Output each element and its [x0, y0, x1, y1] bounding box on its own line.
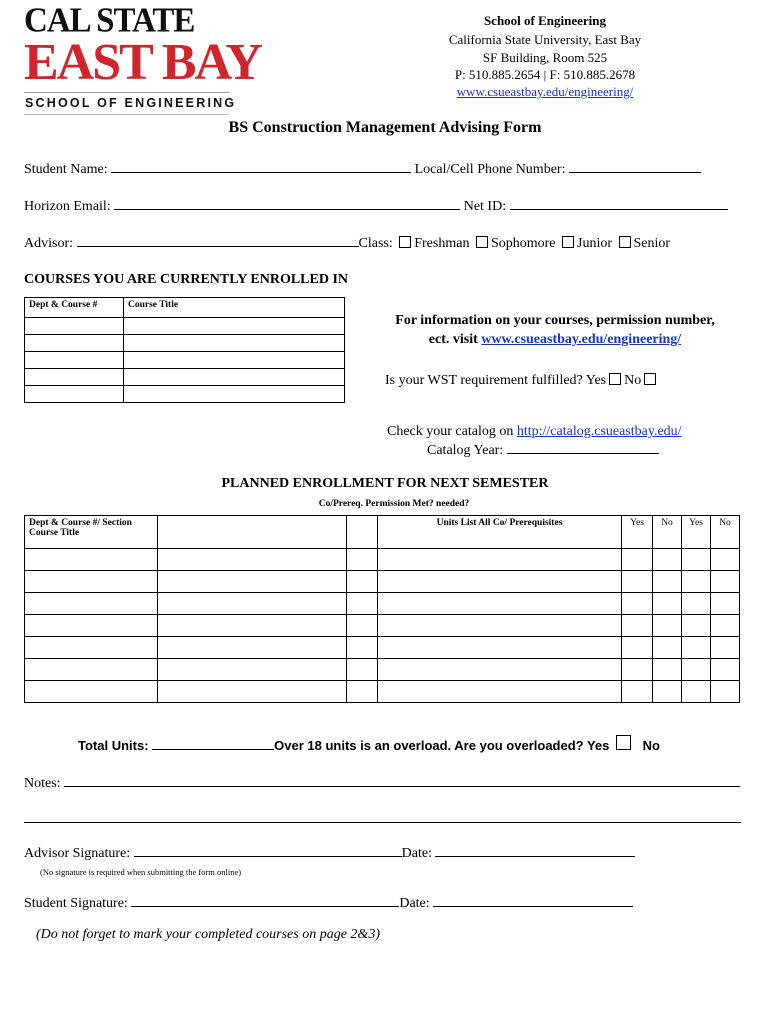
table-cell[interactable] [25, 318, 124, 335]
wst-yes-checkbox[interactable] [609, 373, 621, 385]
form-title: BS Construction Management Advising Form [228, 119, 542, 136]
table-row [25, 571, 740, 593]
overload-yes-checkbox[interactable] [616, 735, 631, 750]
table-cell[interactable] [25, 369, 124, 386]
col-yes-1: Yes [622, 516, 653, 549]
table-cell[interactable] [711, 571, 740, 593]
table-cell[interactable] [347, 549, 378, 571]
table-cell[interactable] [25, 352, 124, 369]
logo-east-bay: EAST BAY [24, 34, 261, 91]
table-row [25, 318, 345, 335]
advisor-signature-row [24, 844, 635, 862]
table-cell[interactable] [25, 637, 158, 659]
logo-divider-bottom [24, 114, 229, 115]
table-cell[interactable] [25, 681, 158, 703]
student-date-field[interactable] [433, 894, 633, 907]
table-cell[interactable] [378, 681, 622, 703]
header-building: SF Building, Room 525 [482, 50, 608, 65]
notes-field[interactable] [64, 774, 740, 787]
student-name-label: Student Name: [24, 162, 108, 177]
table-cell[interactable] [682, 659, 711, 681]
table-cell[interactable] [25, 571, 158, 593]
table-cell[interactable] [378, 659, 622, 681]
info-link[interactable]: www.csueastbay.edu/engineering/ [481, 332, 682, 347]
junior-label: Junior [577, 236, 613, 251]
table-cell[interactable] [347, 593, 378, 615]
table-cell[interactable] [682, 549, 711, 571]
logo-school: SCHOOL OF ENGINEERING [25, 96, 237, 110]
table-cell[interactable] [347, 615, 378, 637]
table-cell[interactable] [158, 615, 347, 637]
catalog-year-label: Catalog Year: [427, 443, 504, 458]
col-no-1: No [653, 516, 682, 549]
wst-question: Is your WST requirement fulfilled? Yes [385, 373, 607, 388]
col-no-2: No [711, 516, 740, 549]
notes-row [24, 774, 740, 792]
table-cell[interactable] [622, 571, 653, 593]
totals-row [78, 735, 660, 753]
email-label: Horizon Email: [24, 199, 111, 214]
table-cell[interactable] [682, 637, 711, 659]
table-cell[interactable] [25, 549, 158, 571]
wst-no-checkbox[interactable] [644, 373, 656, 385]
info-line2 [360, 330, 750, 349]
planned-heading: PLANNED ENROLLMENT FOR NEXT SEMESTER [221, 476, 549, 491]
col-course-section: Dept & Course #/ Section Course Title [25, 516, 158, 549]
table-cell[interactable] [653, 571, 682, 593]
current-courses-heading: COURSES YOU ARE CURRENTLY ENROLLED IN [24, 272, 349, 287]
table-cell[interactable] [682, 593, 711, 615]
table-cell[interactable] [158, 681, 347, 703]
header-school: School of Engineering [483, 13, 607, 28]
catalog-row [387, 424, 682, 440]
current-courses-table [24, 297, 345, 403]
wst-no-label: No [624, 373, 642, 388]
senior-label: Senior [633, 236, 671, 251]
sophomore-label: Sophomore [490, 236, 556, 251]
total-units-field[interactable] [152, 737, 274, 750]
table-cell[interactable] [622, 681, 653, 703]
wst-row [385, 373, 659, 389]
table-row [25, 681, 740, 703]
phone-label: Local/Cell Phone Number: [414, 162, 566, 177]
table-cell[interactable] [158, 571, 347, 593]
email-field[interactable] [114, 197, 460, 210]
table-cell[interactable] [622, 593, 653, 615]
overload-no-label: No [642, 738, 660, 753]
table-cell[interactable] [622, 549, 653, 571]
student-name-row [24, 160, 701, 178]
advisor-row [24, 234, 670, 252]
table-cell[interactable] [124, 369, 345, 386]
table-cell[interactable] [711, 681, 740, 703]
header-phone: P: 510.885.2654 | F: 510.885.2678 [454, 67, 636, 82]
info-line1: For information on your courses, permission number, [395, 313, 715, 328]
table-cell[interactable] [347, 681, 378, 703]
table-cell[interactable] [378, 549, 622, 571]
table-cell[interactable] [347, 659, 378, 681]
table-cell[interactable] [378, 593, 622, 615]
col-yes-2: Yes [682, 516, 711, 549]
table-cell[interactable] [158, 659, 347, 681]
table-cell[interactable] [622, 659, 653, 681]
table-cell[interactable] [158, 637, 347, 659]
table-cell[interactable] [124, 318, 345, 335]
class-label: Class: [358, 236, 393, 251]
advisor-date-field[interactable] [435, 844, 635, 857]
junior-checkbox[interactable] [562, 236, 574, 248]
table-row [25, 615, 740, 637]
advisor-signature-field[interactable] [134, 844, 402, 857]
table-cell[interactable] [25, 335, 124, 352]
table-cell[interactable] [378, 637, 622, 659]
overload-question: Over 18 units is an overload. Are you overloaded? Yes [274, 738, 610, 753]
info-prefix: ect. visit [428, 332, 478, 347]
table-cell[interactable] [711, 593, 740, 615]
table-row [25, 335, 345, 352]
email-row [24, 197, 728, 215]
table-cell[interactable] [653, 549, 682, 571]
table-cell[interactable] [622, 615, 653, 637]
table-row [25, 659, 740, 681]
student-date-label: Date: [399, 896, 430, 911]
table-cell[interactable] [378, 571, 622, 593]
catalog-year-row [427, 441, 659, 459]
info-block [360, 311, 750, 349]
header-cell [347, 516, 378, 549]
table-cell[interactable] [124, 386, 345, 403]
header-cell [158, 516, 347, 549]
student-signature-field[interactable] [131, 894, 399, 907]
table-cell[interactable] [622, 637, 653, 659]
advisor-field[interactable] [77, 234, 359, 247]
table-cell[interactable] [682, 681, 711, 703]
table-cell[interactable] [25, 386, 124, 403]
catalog-link[interactable]: http://catalog.csueastbay.edu/ [516, 424, 682, 439]
notes-line-2[interactable] [24, 822, 741, 823]
table-cell[interactable] [711, 659, 740, 681]
table-cell[interactable] [711, 615, 740, 637]
table-cell[interactable] [25, 659, 158, 681]
table-cell[interactable] [158, 549, 347, 571]
total-units-label: Total Units: [78, 738, 149, 753]
header-university: California State University, East Bay [448, 32, 642, 47]
planned-subheading: Co/Prereq. Permission Met? needed? [318, 499, 470, 509]
col-dept-course: Dept & Course # [25, 298, 124, 318]
phone-field[interactable] [569, 160, 701, 173]
table-row [25, 369, 345, 386]
table-row [25, 386, 345, 403]
col-course-title: Course Title [124, 298, 345, 318]
table-cell[interactable] [653, 681, 682, 703]
freshman-checkbox[interactable] [399, 236, 411, 248]
table-cell[interactable] [682, 571, 711, 593]
table-cell[interactable] [124, 352, 345, 369]
table-row [25, 637, 740, 659]
table-cell[interactable] [711, 549, 740, 571]
table-cell[interactable] [124, 335, 345, 352]
planned-table [24, 515, 740, 703]
table-cell[interactable] [347, 571, 378, 593]
netid-label: Net ID: [463, 199, 507, 214]
table-cell[interactable] [653, 593, 682, 615]
table-row [25, 549, 740, 571]
table-cell[interactable] [378, 615, 622, 637]
logo-divider [24, 92, 229, 93]
table-cell[interactable] [25, 615, 158, 637]
table-cell[interactable] [653, 637, 682, 659]
catalog-prefix: Check your catalog on [387, 424, 514, 439]
table-cell[interactable] [711, 637, 740, 659]
header-website-wrap [420, 83, 670, 100]
netid-field[interactable] [510, 197, 728, 210]
reminder-note: (Do not forget to mark your completed courses on page 2&3) [36, 927, 380, 942]
table-cell[interactable] [653, 615, 682, 637]
student-signature-label: Student Signature: [24, 896, 128, 911]
table-cell[interactable] [158, 593, 347, 615]
logo-cal-state: CAL STATE [24, 2, 195, 40]
col-units-prereq: Units List All Co/ Prerequisites [378, 516, 622, 549]
table-row [25, 593, 740, 615]
signature-note: (No signature is required when submitting the form online) [40, 867, 242, 877]
notes-label: Notes: [24, 776, 61, 791]
catalog-year-field[interactable] [507, 441, 659, 454]
senior-checkbox[interactable] [619, 236, 631, 248]
student-signature-row [24, 894, 633, 912]
advisor-label: Advisor: [24, 236, 73, 251]
header-website-link[interactable]: www.csueastbay.edu/engineering/ [456, 84, 634, 99]
student-name-field[interactable] [111, 160, 411, 173]
advisor-signature-label: Advisor Signature: [24, 846, 131, 861]
sophomore-checkbox[interactable] [476, 236, 488, 248]
table-cell[interactable] [347, 637, 378, 659]
table-cell[interactable] [653, 659, 682, 681]
freshman-label: Freshman [414, 236, 470, 251]
table-cell[interactable] [682, 615, 711, 637]
advisor-date-label: Date: [401, 846, 432, 861]
table-cell[interactable] [25, 593, 158, 615]
table-row [25, 352, 345, 369]
